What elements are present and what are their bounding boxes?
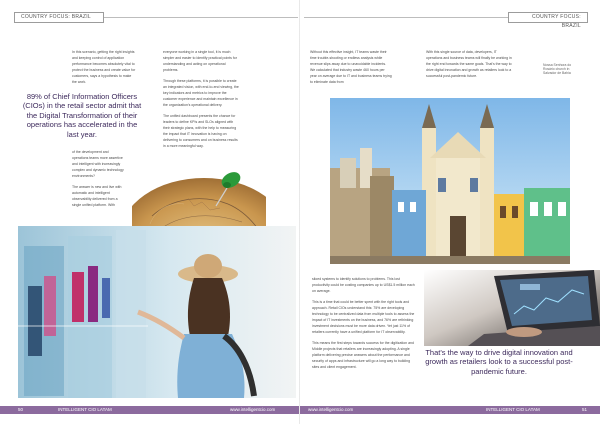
church-photo: [330, 98, 570, 264]
page-number: 50: [18, 407, 24, 412]
photo-caption: Nossa Senhora do Rosário church in Salvador de Bahia: [543, 63, 572, 76]
body-column-2: [426, 49, 512, 84]
paragraph: The answer is new and live with automatic and intelligent observability delivered from a single unified platform. With: [72, 185, 122, 207]
shopper-touchscreen-photo: [18, 226, 296, 398]
right-page: [300, 0, 600, 424]
laptop-image: [424, 270, 600, 346]
paragraph: Through these platforms, it is possible to create an integrated vision, with end-to-end viewing, the key indicators and metrics to improve the customer experience and maintain excellence in the organization's operational delivery.: [163, 79, 239, 107]
pull-quote: 89% of Chief Information Officers (CIOs) in the retail sector admit that the Digital Transformation of their operations has accelerated in the last year.: [22, 92, 142, 139]
body-column-1: [310, 49, 392, 90]
body-column-1: [72, 49, 136, 90]
paragraph: This is a time that could be better spent with the right tools and approach. Retail CIOs understand this: 75% are developing technology to be centralized data from multiple tools to assess the impact of IT investments on the business, and 76% are rethinking investment decisions must be more data driven. Yet just 11% of retailers currently have a unified platform for IT observability.: [312, 300, 415, 334]
church-image: [330, 98, 570, 264]
shopper-image: [18, 226, 296, 398]
section-tag: COUNTRY FOCUS: BRAZIL: [508, 12, 588, 23]
paragraph: This means the first steps towards success for the digitization and Middle projects that retailers are increasingly adopting. A single platform delivering precise answers about the performance and security of apps and infrastructure will go a long way to building sites and client engagement.: [312, 341, 414, 369]
header-rule: [304, 17, 508, 18]
laptop-photo: [424, 270, 600, 346]
paragraph: Without this effective insight, IT teams waste their time trouble-shooting or endless analysis while revenue slips away due to unavoidable incidents. We calculated that industry waste 460 hours per year on average due to IT and business teams trying to eliminate data from: [310, 50, 392, 84]
paragraph: of the development and operations teams more assertive and intelligent with increasingly complex and dynamic technology environments?: [72, 150, 124, 178]
paragraph: everyone working in a single tool, it is much simpler and easier to identify practical points for understanding and acting on operational problems.: [163, 50, 237, 72]
footer-url: www.intelligentcio.com: [308, 407, 354, 412]
paragraph: With this single source of data, developers, IT operations and business teams will finally be working in the right end towards the same goals. That's the way to drive digital innovation and growth as retailers look to a successful post-pandemic future.: [426, 50, 512, 78]
page-number: 51: [582, 407, 588, 412]
footer-url: www.intelligentcio.com: [230, 407, 276, 412]
footer-brand: INTELLIGENT CIO LATAM: [486, 407, 540, 412]
section-tag: COUNTRY FOCUS: BRAZIL: [14, 12, 104, 23]
footer-brand: INTELLIGENT CIO LATAM: [58, 407, 112, 412]
paragraph: In this scenario, getting the right insights and keeping control of application performance becomes absolutely vital to protect the business and create value for customers, says a hypothesis to make the work.: [72, 50, 136, 84]
paragraph: siloed systems to identify solutions to problems. This lost productivity could be costing companies up to US$1.5 million each on average.: [312, 277, 415, 293]
body-column-bottom: [312, 276, 416, 375]
right-footer-bar: [300, 406, 600, 414]
body-column-1-continued: [72, 149, 124, 213]
body-column-2: [163, 49, 239, 154]
left-footer-bar: [0, 406, 300, 414]
header-rule: [104, 17, 298, 18]
pull-quote: That's the way to drive digital innovation and growth as retailers look to a successful post-pandemic future.: [425, 348, 573, 376]
paragraph: The unified dashboard presents the chance for leaders to define KPIs and SLOs aligned with their strategic plans, with the help to measuring the impact that IT innovation is having on delivering to consumers and on business results in a more meaningful way.: [163, 114, 238, 148]
